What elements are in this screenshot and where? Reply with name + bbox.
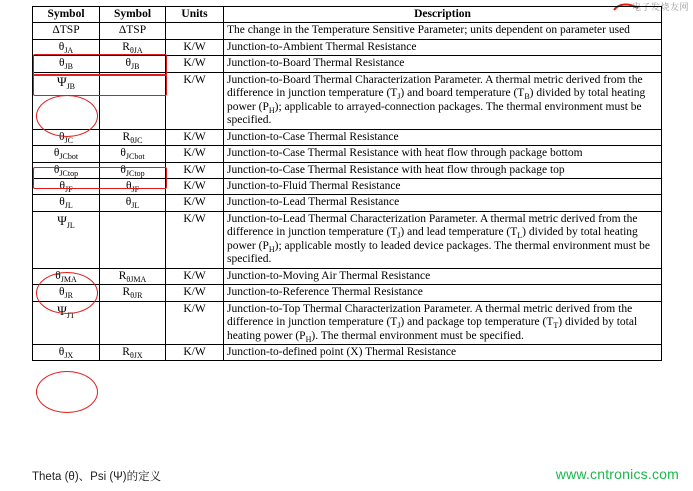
cell-symbol-1: $\theta_{JB}$ bbox=[33, 56, 100, 72]
cell-symbol-2: $R_{\theta JC}$ bbox=[100, 129, 166, 145]
thermal-terms-table bbox=[32, 6, 662, 361]
cell-units: K/W bbox=[166, 195, 224, 211]
header-symbol-1: Symbol bbox=[33, 7, 100, 23]
cell-description: Junction-to-Ambient Thermal Resistance bbox=[224, 39, 662, 55]
cell-description: The change in the Temperature Sensitive Parameter; units dependent on parameter used bbox=[224, 23, 662, 39]
table-body bbox=[33, 23, 662, 361]
cell-symbol-2 bbox=[100, 211, 166, 268]
table-row bbox=[33, 285, 662, 301]
cell-description: Junction-to-Lead Thermal Characterization Parameter. A thermal metric derived from the difference in junction temperature $(T_J)$ and lead temperature $(T_L)$ divided by total heating power $(P_H)$; applicable mostly to leaded device packages. The thermal environment must be specified. bbox=[224, 211, 662, 268]
cell-symbol-2: $R_{\theta JA}$ bbox=[100, 39, 166, 55]
header-units: Units bbox=[166, 7, 224, 23]
figure-caption: Theta (θ)、Psi (Ψ)的定义 bbox=[32, 471, 162, 483]
header-description: Description bbox=[224, 7, 662, 23]
cell-symbol-2: $R_{\theta JR}$ bbox=[100, 285, 166, 301]
table-row bbox=[33, 195, 662, 211]
cell-units: K/W bbox=[166, 146, 224, 162]
cell-symbol-2: $\theta_{JCbot}$ bbox=[100, 146, 166, 162]
cell-symbol-1: $\theta_{JA}$ bbox=[33, 39, 100, 55]
cell-units: K/W bbox=[166, 56, 224, 72]
cell-symbol-1: $\theta_{JCbot}$ bbox=[33, 146, 100, 162]
cell-units: K/W bbox=[166, 301, 224, 344]
table-row bbox=[33, 344, 662, 360]
cell-symbol-1: $\theta_{JX}$ bbox=[33, 344, 100, 360]
cell-symbol-1: $\theta_{JR}$ bbox=[33, 285, 100, 301]
table-row bbox=[33, 56, 662, 72]
cell-symbol-1: $\theta_{JC}$ bbox=[33, 129, 100, 145]
table-row bbox=[33, 301, 662, 344]
cell-units: K/W bbox=[166, 344, 224, 360]
table-row bbox=[33, 268, 662, 284]
cell-symbol-2: $R_{\theta JMA}$ bbox=[100, 268, 166, 284]
cell-symbol-2: $\theta_{JCtop}$ bbox=[100, 162, 166, 178]
cell-description: Junction-to-Case Thermal Resistance bbox=[224, 129, 662, 145]
table-row bbox=[33, 178, 662, 194]
table-row bbox=[33, 146, 662, 162]
cell-units bbox=[166, 23, 224, 39]
cell-symbol-2 bbox=[100, 72, 166, 129]
cell-symbol-2: $\theta_{JF}$ bbox=[100, 178, 166, 194]
cell-units: K/W bbox=[166, 129, 224, 145]
table-row bbox=[33, 129, 662, 145]
cell-symbol-2: $\theta_{JB}$ bbox=[100, 56, 166, 72]
cell-units: K/W bbox=[166, 268, 224, 284]
cell-symbol-1: ΔTSP bbox=[33, 23, 100, 39]
cell-symbol-2: $R_{\theta JX}$ bbox=[100, 344, 166, 360]
cell-units: K/W bbox=[166, 72, 224, 129]
cell-description: Junction-to-defined point (X) Thermal Resistance bbox=[224, 344, 662, 360]
cell-description: Junction-to-Moving Air Thermal Resistance bbox=[224, 268, 662, 284]
cell-description: Junction-to-Lead Thermal Resistance bbox=[224, 195, 662, 211]
cell-description: Junction-to-Top Thermal Characterization Parameter. A thermal metric derived from the difference in junction temperature $(T_J)$ and package top temperature $(T_T)$ divided by total heating power $(P_H)$. The thermal environment must be specified. bbox=[224, 301, 662, 344]
cell-symbol-2 bbox=[100, 301, 166, 344]
cell-symbol-1: $\Psi_{JL}$ bbox=[33, 211, 100, 268]
cell-symbol-2: ΔTSP bbox=[100, 23, 166, 39]
cell-symbol-1: $\theta_{JMA}$ bbox=[33, 268, 100, 284]
cell-symbol-1: $\theta_{JL}$ bbox=[33, 195, 100, 211]
cell-description: Junction-to-Board Thermal Resistance bbox=[224, 56, 662, 72]
cell-units: K/W bbox=[166, 211, 224, 268]
cell-symbol-1: $\Psi_{JT}$ bbox=[33, 301, 100, 344]
table-row bbox=[33, 39, 662, 55]
table-row bbox=[33, 211, 662, 268]
cell-symbol-1: $\theta_{JCtop}$ bbox=[33, 162, 100, 178]
watermark-top-right: 电子发烧友网 bbox=[631, 2, 689, 12]
header-symbol-2: Symbol bbox=[100, 7, 166, 23]
watermark-site-url: www.cntronics.com bbox=[555, 466, 679, 482]
table-row bbox=[33, 72, 662, 129]
table-header-row bbox=[33, 7, 662, 23]
cell-symbol-1: $\Psi_{JB}$ bbox=[33, 72, 100, 129]
cell-units: K/W bbox=[166, 162, 224, 178]
psi-jt-highlight bbox=[36, 371, 98, 413]
cell-units: K/W bbox=[166, 178, 224, 194]
cell-units: K/W bbox=[166, 285, 224, 301]
table-row bbox=[33, 23, 662, 39]
cell-description: Junction-to-Reference Thermal Resistance bbox=[224, 285, 662, 301]
cell-units: K/W bbox=[166, 39, 224, 55]
cell-description: Junction-to-Case Thermal Resistance with heat flow through package bottom bbox=[224, 146, 662, 162]
cell-description: Junction-to-Case Thermal Resistance with heat flow through package top bbox=[224, 162, 662, 178]
cell-description: Junction-to-Fluid Thermal Resistance bbox=[224, 178, 662, 194]
cell-symbol-1: $\theta_{JF}$ bbox=[33, 178, 100, 194]
cell-description: Junction-to-Board Thermal Characterization Parameter. A thermal metric derived from the difference in junction temperature $(T_J)$ and board temperature $(T_B)$ divided by total heating power $(P_H)$; applicable to arrayed-connection packages. The thermal environment must be specified. bbox=[224, 72, 662, 129]
table-row bbox=[33, 162, 662, 178]
cell-symbol-2: $\theta_{JL}$ bbox=[100, 195, 166, 211]
